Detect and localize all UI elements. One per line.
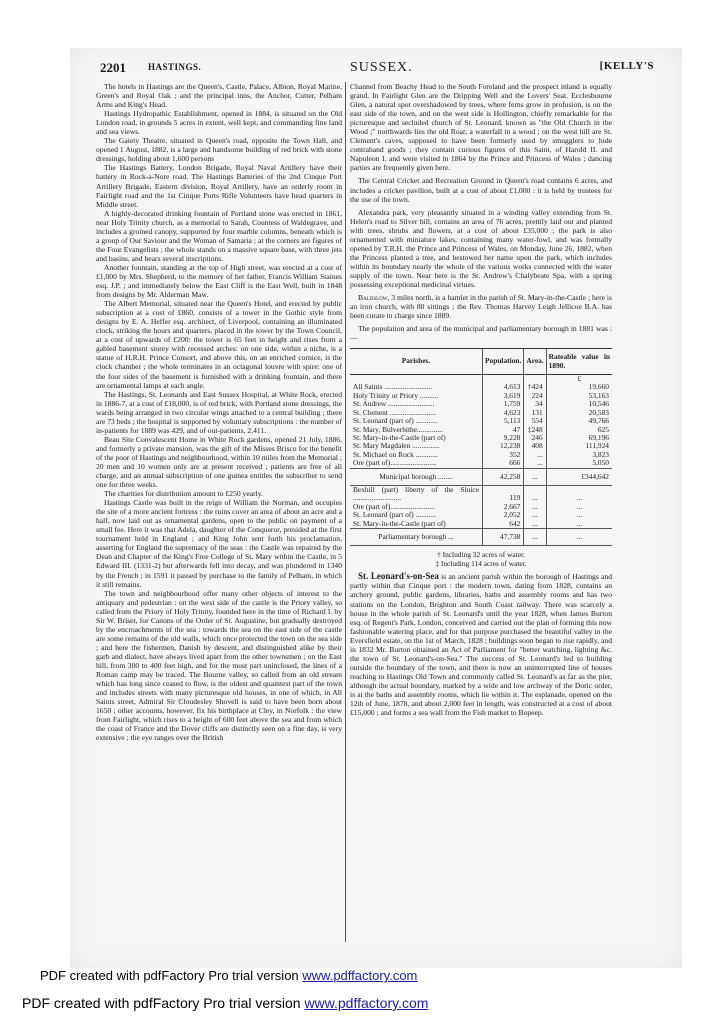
parish-name: St. Mary, Bulverhithe..............	[353, 424, 443, 434]
header-population: Population.	[483, 349, 524, 375]
paragraph-hydropathic: Hastings Hydropathic Establishment, opened in 1884, is situated on the Old London road, in grounds 5 acres in extent, well kept, and commanding fine land and sea views.	[96, 109, 342, 137]
parish-name: Ore (part of).........................	[353, 458, 437, 468]
rateable-value: ...	[546, 503, 612, 511]
total-population: 42,258	[483, 468, 524, 485]
paragraph-neighbourhood: The town and neighbourhood offer many other objects of interest to the antiquary and pedestrian : on the west side of the castle is the Priory valley, so called from the Priory of Holy Trinity, founded here in the time of Richard I. by Sir W. Briset, for Canons of the Order of St. Augustine, but gradually destroyed by the encroachments of the sea : towards the sea on the east side of the castle are some remains of the old walls, which once protected the town on the sea side ; and here the fishermen, Danish by descent, and distinguished alike by their garb and dialect, have always lived apart from the other townsmen ; on the East hill, from 300 to 400 feet high, and for the most part uninclosed, the lines of a Roman camp may be traced. The Bourne valley, so called from an old stream which has long since ceased to flow, is the oldest and quaintest part of the town and includes streets with many picturesque old houses, in one of which, in All Saints street, Admiral Sir Cloudesley Shovell is said to have been born about 1650 ; other accounts, however, fix his birthplace at Cley, in Norfolk : the view from Fairlight, which rises to a height of 600 feet above the sea and from which the coast of France and the Dover cliffs are distinctly seen on a fine day, is very extensive ; the eye ranges over the British	[96, 588, 342, 743]
paragraph-another-fountain: Another fountain, standing at the top of High street, was erected at a cost of £1,000 by Mrs. Shepherd, to the memory of her father, Francis William Staines esq. J.P. ; and immediately below the East Cliff is the East Well, built in 1848 from designs by Mr. Alderman Maw.	[96, 262, 342, 300]
paragraph-baldslow	[350, 293, 612, 320]
parish-name: All Saints ..........................	[353, 382, 433, 392]
column-divider	[345, 82, 346, 942]
area-value: 34	[524, 400, 546, 408]
running-head-publisher: [KELLY'S	[599, 60, 654, 72]
watermark-text: PDF created with pdfFactory Pro trial version	[22, 995, 305, 1011]
header-parishes: Parishes.	[350, 349, 483, 375]
area-value: ...	[524, 459, 546, 468]
rateable-value: 19,660	[546, 383, 612, 391]
paragraph-hospital: The Hastings, St. Leonards and East Sussex Hospital, at White Rock, erected in 1886-7, at a cost of £18,000, is of red brick, with Portland stone dressings, the wards being arranged in two circular wings attached to a central building ; there are 73 beds ; the hospital is supported by voluntary subscriptions : the number of in-patients for 1889 was 429, and of out-patients, 2,411.	[96, 389, 342, 435]
pdffactory-link[interactable]: www.pdffactory.com	[302, 968, 418, 983]
parish-name: Bexhill (part) liberty of the Sluice ..........................	[353, 484, 479, 503]
rateable-value: 5,050	[546, 459, 612, 468]
table-row	[350, 459, 612, 468]
population-value: 4,623	[483, 409, 524, 417]
st-leonards-text: is an ancient parish within the borough of Hastings and partly within that Cinque port : the modern town, dating from 1828, contains an archery ground, public gardens, libraries, baths and assembly rooms and has two stations on the London, Brighton and South Coast railway. There was scarcely a house in the whole parish of St. Leonard's until the year 1828, when James Burton esq. of Regent's Park, London, conceived and carried out the plan of forming this now fashionable watering place, and for that purpose purchased the beautiful valley in the Eversfield estate, on the 1st of March, 1828 ; buildings soon began to rise rapidly, and in 1832 Mr. Burton obtained an Act of Parliament for "better watching, lighting &c. the town of St. Leonard's-on-Sea." The success of St. Leonard's led to building outside the boundary of the town, and there is now an uninterrupted line of houses reaching to Hastings Old Town and commonly called St. Leonard's as far as the pier, although the actual boundary, marked by a wide and low archway of the Doric order, is at the baths and assembly rooms, which lie within it. The esplanade, opened on the 12th of June, 1878, and about 2,000 feet in length, was constructed at a cost of about £15,000 ; and forms a sea wall from the Fish market to Bopeep.	[350, 572, 613, 718]
paragraph-st-leonards	[350, 572, 612, 717]
paragraph-beau-site: Beau Site Convalescent Home in White Rock gardens, opened 21 July, 1886, and formerly a private mansion, was the gift of the Misses Brisco for the benefit of the poor of Hastings and neighbourhood, within 10 miles from the Memorial ; 20 men and 10 women only are at present received ; patients are free of all charge, and an annual subscription of one guinea entitles the subscriber to send one for three weeks.	[96, 434, 342, 490]
rateable-value: 3,823	[546, 451, 612, 459]
footnote-dagger: † Including 32 acres of water.	[437, 550, 525, 560]
paragraph-battery: The Hastings Battery, London Brigade, Royal Naval Artillery have their battery in Rock-a-Nore road. The Hastings Batteries of the 2nd Cinque Port Artillery Brigade, Eastern division, Royal Artillery, have an orderly room in Fairlight road and the 1st Cinque Ports Rifle Volunteers have head quarters in Middle street.	[96, 163, 342, 209]
parish-name: St. Leonard (part of) ...........	[353, 510, 436, 520]
area-value: 554	[524, 417, 546, 425]
parish-name: St. Leonard (part of) ............	[353, 416, 438, 426]
rateable-value: ...	[546, 511, 612, 519]
baldslow-text: 3 miles north, is a hamlet in the parish of St. Mary-in-the-Castle ; here is an iron church, with 80 sittings ; the Rev. Thomas Harvey Leigh Jellicoe B.A. has been curate in charge since 1889.	[350, 293, 612, 321]
population-value: 12,238	[483, 442, 524, 450]
table-row	[350, 485, 612, 502]
parish-name: Ore (part of)........................	[353, 501, 435, 511]
total-value: ...	[546, 528, 612, 545]
running-head-place: HASTINGS.	[148, 62, 202, 72]
parish-name: St. Michael on Rock ............	[353, 449, 438, 459]
header-area: Area.	[524, 349, 546, 375]
parish-name: St. Mary Magdalen ...............	[353, 441, 440, 451]
area-value: †424	[524, 383, 546, 391]
population-value: 3,619	[483, 392, 524, 400]
area-value: 224	[524, 392, 546, 400]
rateable-value: 625	[546, 426, 612, 434]
population-value: 666	[483, 459, 524, 468]
watermark-text: PDF created with pdfFactory Pro trial version	[40, 968, 303, 983]
total-label: Parliamentary borough ...	[350, 528, 483, 545]
parish-name: St. Andrew .........................	[353, 399, 435, 409]
population-value: 9,228	[483, 434, 524, 442]
footnote-double-dagger: ‡ Including 114 acres of water.	[435, 559, 527, 569]
baldslow-lead: Baldslow,	[358, 293, 390, 303]
table-footnotes	[350, 550, 612, 568]
paragraph-fountain: A highly-decorated drinking fountain of Portland stone was erected in 1861, near Holy Trinity church, as a memorial to Sarah, Countess of Waldegrave, and includes a groined canopy, supported by four marble columns, beneath which is a group of Our Saviour and the Woman of Samaria ; at the corners are figures of the Four Evangelists ; the whole stands on a massive square base, with three jets and basins, and bears several inscriptions.	[96, 208, 342, 263]
area-value: ‡248	[524, 426, 546, 434]
parish-name: St. Clement .........................	[353, 407, 436, 417]
rateable-value: 20,583	[546, 409, 612, 417]
total-value: £344,642	[546, 468, 612, 485]
st-leonards-lead: St. Leonard's-on-Sea	[358, 571, 439, 582]
population-value: 352	[483, 451, 524, 459]
paragraph-gaiety-theatre: The Gaiety Theatre, situated in Queen's road, opposite the Town Hall, and opened 1 August, 1882, is a large and handsome building of red brick with stone dressings, holding about 1,600 persons	[96, 136, 342, 164]
rateable-value: 10,546	[546, 400, 612, 408]
scanned-page	[70, 48, 682, 968]
area-value: 131	[524, 409, 546, 417]
left-column	[96, 82, 342, 742]
currency-symbol: £	[546, 375, 612, 384]
paragraph-albert-memorial: The Albert Memorial, situated near the Queen's Hotel, and erected by public subscription at a cost of £860, consists of a tower in the Gothic style from designs by E. A. Heffer esq. architect, of Liverpool, containing an illuminated clock, striking the hours and quarters, placed in the tower by the Town Council, at a cost of upwards of £200: the tower is 65 feet in height and rises from a gabled basement storey with recessed arches: on one side, within a niche, is a statue of H.R.H. Prince Consort, and above this, on an enriched cornice, is the clock chamber ; the whole terminates in an octagonal louvre with spire: one of the four sides of the basement is furnished with a drinking fountain, and there are ornamental lamps at each angle.	[96, 299, 342, 390]
header-rateable-value: Rateable value in 1890.	[546, 349, 612, 375]
area-value: ...	[524, 485, 546, 502]
population-value: 2,052	[483, 511, 524, 519]
page-number: 2201	[100, 60, 126, 75]
rateable-value: 69,196	[546, 434, 612, 442]
parish-name: St. Mary-in-the-Castle (part of)	[353, 432, 446, 442]
parish-name: Holy Trinity or Priory ..........	[353, 390, 439, 400]
paragraph-population-intro: The population and area of the municipal and parliamentary borough in 1881 was :—	[350, 324, 612, 343]
population-table	[350, 348, 612, 546]
area-value: ...	[524, 520, 546, 529]
paragraph-charities: The charities for distribution amount to £250 yearly.	[104, 489, 263, 499]
total-label: Municipal borough ........	[350, 468, 483, 485]
rateable-value: 53,163	[546, 392, 612, 400]
rateable-value: ...	[546, 485, 612, 502]
rateable-value: 49,766	[546, 417, 612, 425]
paragraph-alexandra-park: Alexandra park, very pleasantly situated in a winding valley extending from St. Helen's road to Silver hill, contains an area of 76 acres, prettily laid out and planted with trees, shrubs and flowers, at a cost of about £35,000 ; the park is also ornamented with miniature lakes, containing many water-fowl, and was formally opened by T.R.H. the Prince and Princess of Wales, on Monday, June 26, 1882, when the Princess planted a tree, and bestowed her name upon the park, which includes within its boundary nearly the whole of the various works connected with the water supply of the town. Near here is the St. Andrew's Chalybeate Spa, with a spring possessing exceptional medicinal virtues.	[350, 207, 612, 289]
paragraph-hotels: The hotels in Hastings are the Queen's, Castle, Palace, Albion, Royal Marine, Green's and Royal Oak ; and the principal inns, the Anchor, Cutter, Pelham Arms and King's Head.	[96, 82, 342, 110]
municipal-total-row	[350, 468, 612, 485]
area-value: ...	[524, 503, 546, 511]
population-value: 1,759	[483, 400, 524, 408]
area-value: 408	[524, 442, 546, 450]
area-value: ...	[524, 511, 546, 519]
total-area: ...	[524, 468, 546, 485]
pdf-watermark-outer	[22, 995, 428, 1011]
paragraph-cricket-ground: The Central Cricket and Recreation Ground in Queen's road contains 6 acres, and includes a cricket pavilion, built at a cost of about £1,000 : it is held by trustees for the use of the town.	[350, 176, 612, 204]
pdffactory-link[interactable]: www.pdffactory.com	[304, 995, 429, 1011]
population-value: 642	[483, 520, 524, 529]
population-value: 47	[483, 426, 524, 434]
total-population: 47,738	[483, 528, 524, 545]
page-header	[100, 60, 660, 78]
running-head-county: SUSSEX.	[350, 60, 413, 75]
right-column	[350, 82, 612, 717]
rateable-value: 111,924	[546, 442, 612, 450]
population-value: 5,113	[483, 417, 524, 425]
population-value: 4,613	[483, 383, 524, 391]
table-row	[350, 520, 612, 529]
population-value: 2,667	[483, 503, 524, 511]
parliamentary-total-row	[350, 528, 612, 545]
paragraph-castle: Hastings Castle was built in the reign of William the Norman, and occupies the site of a more ancient fortress : the ruins cover an area of about an acre and a half, now laid out as ornamental gardens, open to the public on payment of a small fee. Here it was that Adela, daughter of the Conqueror, presided at the first tournament held in England ; and King John sent forth his proclamation, asserting for England the supremacy of the seas : the Castle was repaired by the Dean and Chapter of the King's Free College of St. Mary within the Castle, in 5 Edward III. (1331-2) but afterwards fell into decay, and was plundered in 1340 by the French ; in 1591 it passed by purchase to the family of Pelham, in which it still remains.	[96, 498, 342, 589]
pdf-watermark-inner	[40, 968, 417, 983]
area-value: ...	[524, 451, 546, 459]
paragraph-channel: Channel from Beachy Head to the South Foreland and the prospect inland is equally grand. In Fairlight Glen are the Dripping Well and the Lovers' Seat. Ecclesbourne Glen, a natural spot overshadowed by trees, where ferns grow in profusion, is on the east side of the town, and on the west side is Hollington, chiefly remarkable for the picturesque and secluded church of St. Leonard, known as "the Old Church in the Wood ;" northwards lies the old Roar, a waterfall in a wood ; on the west hill are St. Clement's caves, supposed to have been formerly used by smugglers to hide contraband goods ; they contain curious figures of this Saint, of Harold II. and Napoleon I. and were visited in 1864 by the Prince and Princess of Wales ; dancing parties are frequently given here.	[350, 82, 612, 173]
population-value: 119	[483, 485, 524, 502]
rateable-value: ...	[546, 520, 612, 529]
parish-name: St. Mary-in-the-Castle (part of)	[353, 518, 446, 528]
total-area: ...	[524, 528, 546, 545]
area-value: 246	[524, 434, 546, 442]
